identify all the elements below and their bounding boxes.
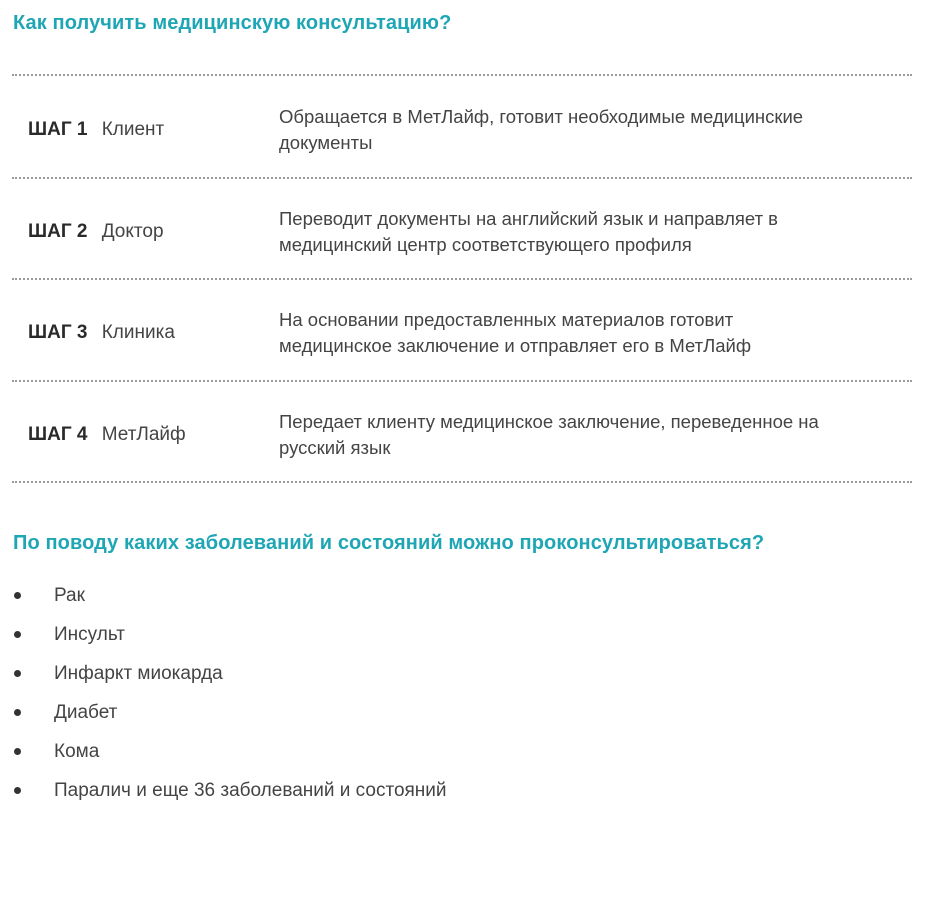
bullet-icon bbox=[14, 592, 21, 599]
dotted-divider bbox=[12, 74, 912, 76]
step-number: ШАГ 1 bbox=[28, 119, 88, 140]
bullet-icon bbox=[14, 709, 21, 716]
step-role: Клиника bbox=[101, 322, 175, 343]
list-item-text: Инфаркт миокарда bbox=[54, 663, 223, 684]
dotted-divider bbox=[12, 380, 912, 382]
section-title-consultation-steps: Как получить медицинскую консультацию? bbox=[13, 12, 452, 34]
step-number: ШАГ 3 bbox=[28, 322, 88, 343]
list-item-text: Диабет bbox=[54, 702, 118, 723]
step-role: Доктор bbox=[101, 221, 164, 242]
dotted-divider bbox=[12, 278, 912, 280]
list-item-text: Инсульт bbox=[54, 624, 125, 645]
step-row-1 bbox=[0, 80, 930, 180]
step-label bbox=[28, 119, 164, 141]
step-role: Клиент bbox=[101, 119, 165, 140]
step-description: Обращается в МетЛайф, готовит необходимые медицинские документы bbox=[279, 106, 804, 153]
dotted-divider bbox=[12, 481, 912, 483]
list-item-text: Паралич и еще 36 заболеваний и состояний bbox=[54, 780, 447, 801]
step-label bbox=[28, 221, 164, 243]
dotted-divider bbox=[12, 177, 912, 179]
step-role: МетЛайф bbox=[101, 424, 186, 445]
list-item-text: Рак bbox=[54, 585, 85, 606]
step-description: Передает клиенту медицинское заключение, переведенное на русский язык bbox=[279, 411, 819, 458]
bullet-icon bbox=[14, 670, 21, 677]
step-row-2 bbox=[0, 182, 930, 282]
step-row-3 bbox=[0, 283, 930, 383]
section-title-conditions: По поводу каких заболеваний и состояний можно проконсультироваться? bbox=[13, 532, 765, 554]
bullet-icon bbox=[14, 631, 21, 638]
bullet-icon bbox=[14, 748, 21, 755]
step-row-4 bbox=[0, 385, 930, 485]
step-description: На основании предоставленных материалов готовит медицинское заключение и отправляет его в МетЛайф bbox=[279, 309, 752, 356]
step-label bbox=[28, 322, 175, 344]
step-label bbox=[28, 424, 186, 446]
bullet-icon bbox=[14, 787, 21, 794]
step-description: Переводит документы на английский язык и направляет в медицинский центр соответствующего профиля bbox=[279, 208, 779, 255]
list-item-text: Кома bbox=[54, 741, 100, 762]
step-number: ШАГ 2 bbox=[28, 221, 88, 242]
step-number: ШАГ 4 bbox=[28, 424, 88, 445]
